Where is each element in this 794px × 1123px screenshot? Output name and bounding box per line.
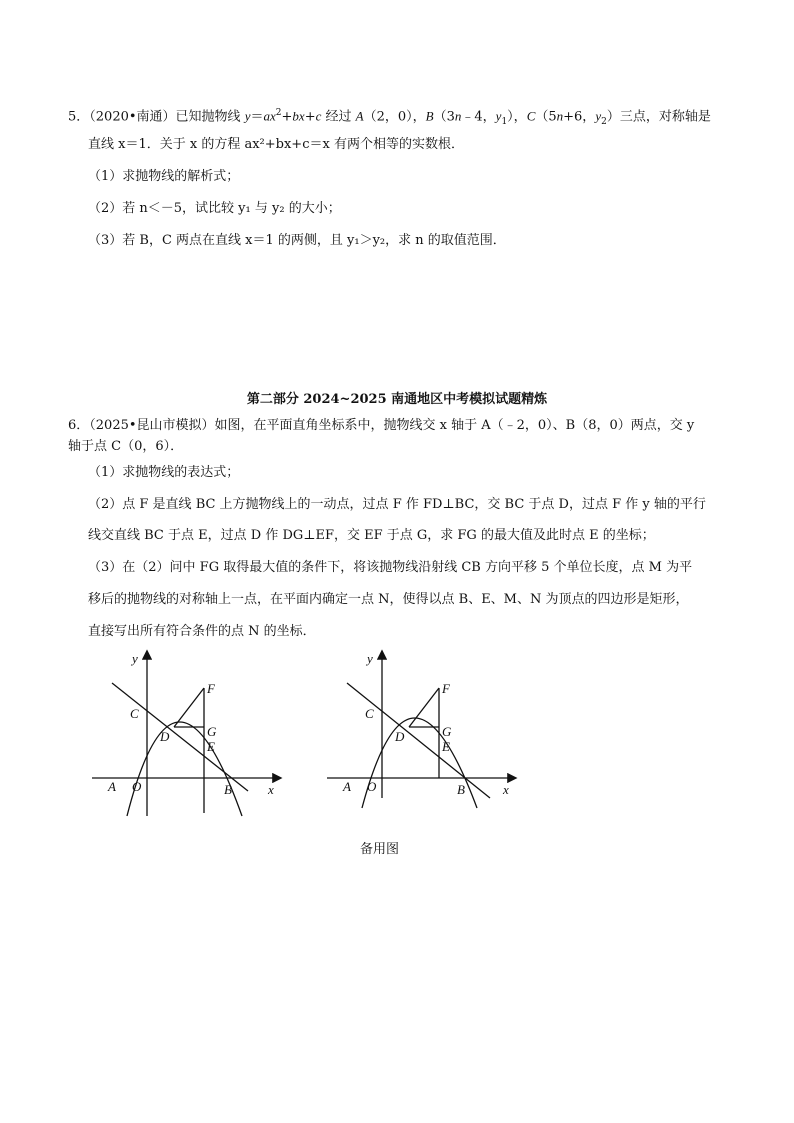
q6-line2: 轴于点 C（0，6）． [68,439,184,454]
q6-part1: （1）求抛物线的表达式； [88,465,240,480]
label-g: G [207,724,217,739]
label-x: x [268,782,274,797]
figure-caption: 备用图 [360,842,400,857]
q5-part2: （2）若 n＜－5，试比较 y₁ 与 y₂ 的大小； [88,201,341,216]
label-a: A [343,779,351,794]
q5-line2: 直线 x＝1．关于 x 的方程 ax²+bx+c＝x 有两个相等的实数根． [88,137,464,152]
label-e: E [207,739,215,754]
figure-main [90,648,290,818]
section-title: 第二部分 2024~2025 南通地区中考模拟试题精炼 [246,392,548,407]
q6-part3-c: 直接写出所有符合条件的点 N 的坐标． [88,624,316,639]
label-x: x [503,782,509,797]
label-c: C [365,706,374,721]
q5-part1: （1）求抛物线的解析式； [88,169,240,184]
segment-fd [409,688,439,727]
line-bc [112,683,248,791]
label-y: y [132,651,138,666]
label-a: A [108,779,116,794]
label-e: E [442,739,450,754]
label-c: C [130,706,139,721]
q5-part3: （3）若 B，C 两点在直线 x＝1 的两侧，且 y₁＞y₂，求 n 的取值范围． [88,233,506,248]
label-y: y [367,651,373,666]
q6-part2-a: （2）点 F 是直线 BC 上方抛物线上的一动点，过点 F 作 FD⊥BC，交 BC 于点 D，过点 F 作 y 轴的平行 [88,497,706,512]
q5-line1: 5．（2020•南通）已知抛物线 $y=ax^2+bx+c$ 经过 A（2，0），B（3n﹣4，$y_1$），C（5n+6，$y_2$）三点，对称轴是 [68,108,711,127]
q6-part3-a: （3）在（2）问中 FG 取得最大值的条件下，将该抛物线沿射线 CB 方向平移 5 个单位长度，点 M 为平 [88,560,693,575]
label-d: D [160,729,170,744]
q6-line1: 6．（2025•昆山市模拟）如图，在平面直角坐标系中，抛物线交 x 轴于 A（﹣2，0）、B（8，0）两点，交 y [68,418,695,433]
label-b: B [457,782,465,797]
q6-part3-b: 移后的抛物线的对称轴上一点，在平面内确定一点 N，使得以点 B、E、M、N 为顶点的四边形是矩形， [88,592,689,607]
q6-part2-b: 线交直线 BC 于点 E，过点 D 作 DG⊥EF，交 EF 于点 G，求 FG 的最大值及此时点 E 的坐标； [88,528,655,543]
label-o: O [367,779,377,794]
label-b: B [224,782,232,797]
label-o: O [132,779,142,794]
label-f: F [442,681,450,696]
figure-backup [325,648,525,818]
label-d: D [395,729,405,744]
parabola [127,722,242,816]
segment-fd [174,688,204,727]
label-g: G [442,724,452,739]
label-f: F [207,681,215,696]
